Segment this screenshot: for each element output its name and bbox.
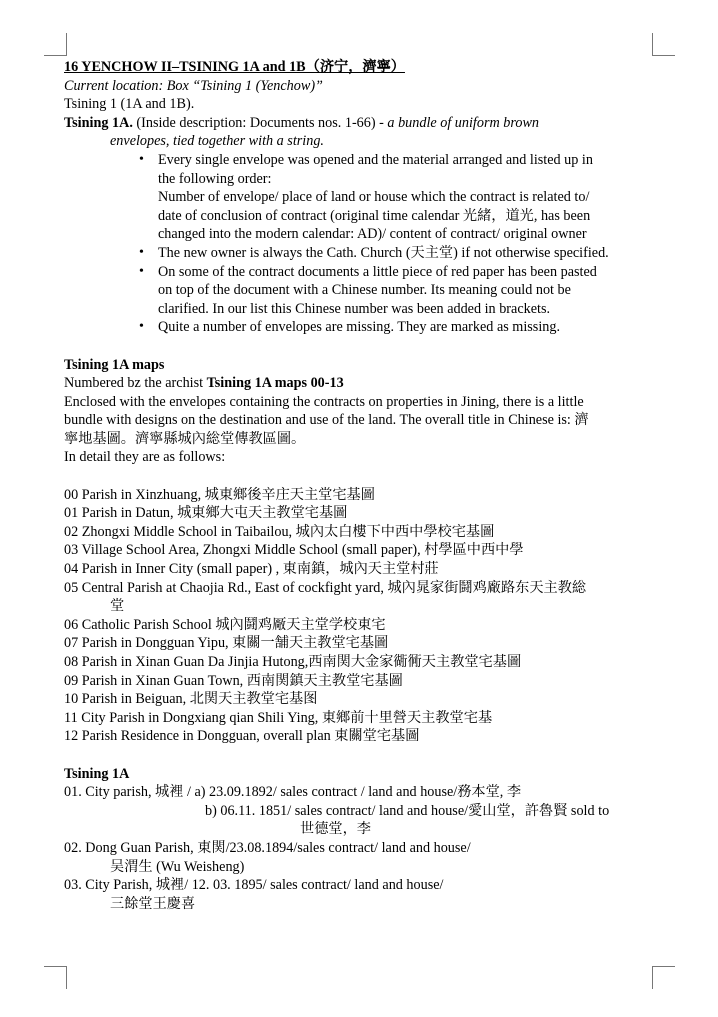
maps-numbered-prefix: Numbered bz the archist: [64, 375, 207, 392]
bullet-line: the following order:: [158, 170, 272, 187]
crop-mark-bottom-right: [652, 966, 675, 989]
intro-label: Tsining 1A.: [64, 114, 133, 131]
document-title: 16 YENCHOW II–TSINING 1A and 1B（济宁，濟寧）: [64, 59, 405, 75]
bullet-item: [158, 244, 654, 263]
bullet-line: changed into the modern calendar: AD)/ content of contract/ original owner: [158, 226, 587, 243]
list-item: 10 Parish in Beiguan, 北関天主教堂宅基图: [64, 691, 318, 708]
crop-mark-top-right: [652, 33, 675, 56]
bullet-line: clarified. In our list this Chinese number was been added in brackets.: [158, 300, 551, 317]
intro-desc: (Inside description: Documents nos. 1-66) -: [132, 114, 388, 131]
list-item: 04 Parish in Inner City (small paper) , 東南鎮，城內天主堂村莊: [64, 561, 439, 578]
list-item: 03. City Parish, 城裡/ 12. 03. 1895/ sales contract/ land and house/: [64, 877, 444, 894]
list-item: 02 Zhongxi Middle School in Taibailou, 城內太白樓下中西中學校宅基圖: [64, 523, 495, 540]
list-item: 05 Central Parish at Chaojia Rd., East of cockfight yard, 城內晁家街鬪鸡廠路东天主教総: [64, 579, 587, 596]
list-item: 01. City parish, 城裡 / a) 23.09.1892/ sales contract / land and house/務本堂, 李: [64, 784, 522, 801]
list1a-heading: Tsining 1A: [64, 765, 130, 782]
list-item: 12 Parish Residence in Dongguan, overall plan 東關堂宅基圖: [64, 728, 420, 745]
spacer: [64, 467, 654, 486]
spacer: [64, 746, 654, 765]
list-item: 07 Parish in Dongguan Yipu, 東關一舗天主教堂宅基圖: [64, 635, 389, 652]
list-item: 09 Parish in Xinan Guan Town, 西南関鎮天主教堂宅基圖: [64, 672, 403, 689]
bullet-line: • On some of the contract documents a little piece of red paper has been pasted: [158, 263, 597, 280]
list-item-continuation: 三餘堂王慶喜: [110, 895, 196, 912]
list-item-sub: b) 06.11. 1851/ sales contract/ land and house/愛山堂，許魯賢 sold to: [205, 802, 610, 819]
list-item-continuation: 吴渭生 (Wu Weisheng): [110, 858, 245, 875]
crop-mark-bottom-left: [44, 966, 67, 989]
bullet-line: • Quite a number of envelopes are missing. They are marked as missing.: [158, 319, 561, 336]
list-item-continuation: 堂: [110, 598, 125, 615]
document-page: [64, 58, 654, 913]
bullet-line: on top of the document with a Chinese number. Its meaning could not be: [158, 282, 571, 299]
maps-para-line: 寧地基圖。濟寧縣城內総堂傳教區圖。: [64, 430, 306, 447]
list-item: 01 Parish in Datun, 城東鄉大屯天主教堂宅基圖: [64, 505, 348, 522]
maps-numbered: [64, 374, 654, 393]
spacer: [64, 337, 654, 356]
maps-para-line: Enclosed with the envelopes containing the contracts on properties in Jining, there is a little: [64, 393, 584, 410]
maps-para-line: bundle with designs on the destination and use of the land. The overall title in Chinese is: 濟: [64, 412, 589, 429]
maps-para-line: In detail they are as follows:: [64, 449, 226, 466]
list-item: 06 Catholic Parish School 城內鬪鸡厰天主堂学校東宅: [64, 616, 386, 633]
list-item: 02. Dong Guan Parish, 東関/23.08.1894/sales contract/ land and house/: [64, 839, 471, 856]
bullet-item: [158, 318, 654, 337]
list-item: 08 Parish in Xinan Guan Da Jinjia Hutong,西南関大金家衚衕天主教堂宅基圖: [64, 654, 522, 670]
intro-italic-a: a bundle of uniform brown: [387, 114, 540, 131]
crop-mark-top-left: [44, 33, 67, 56]
intro-bullets: [64, 151, 654, 337]
maps-list: [64, 486, 654, 746]
list-item: 00 Parish in Xinzhuang, 城東鄉後辛庄天主堂宅基圖: [64, 486, 375, 503]
current-location: Current location: Box “Tsining 1 (Yenchow)”: [64, 77, 323, 94]
list-item: 11 City Parish in Dongxiang qian Shili Ying, 東鄉前十里營天主教堂宅基: [64, 709, 493, 726]
list-item: 03 Village School Area, Zhongxi Middle School (small paper), 村學區中西中學: [64, 542, 524, 559]
bullet-item: [158, 263, 654, 319]
subtitle: Tsining 1 (1A and 1B).: [64, 96, 195, 113]
intro-italic-b: envelopes, tied together with a string.: [110, 133, 324, 150]
maps-heading: Tsining 1A maps: [64, 356, 165, 373]
bullet-line: • Every single envelope was opened and the material arranged and listed up in: [158, 151, 593, 168]
maps-numbered-range: Tsining 1A maps 00-13: [206, 375, 344, 392]
bullet-line: • The new owner is always the Cath. Church (天主堂) if not otherwise specified.: [158, 244, 609, 261]
bullet-line: date of conclusion of contract (original time calendar 光緒，道光, has been: [158, 207, 591, 224]
bullet-line: Number of envelope/ place of land or house which the contract is related to/: [158, 189, 590, 206]
list-item-continuation: 世德堂，李: [300, 821, 371, 838]
intro-line: [64, 114, 654, 133]
bullet-item: [158, 151, 654, 244]
